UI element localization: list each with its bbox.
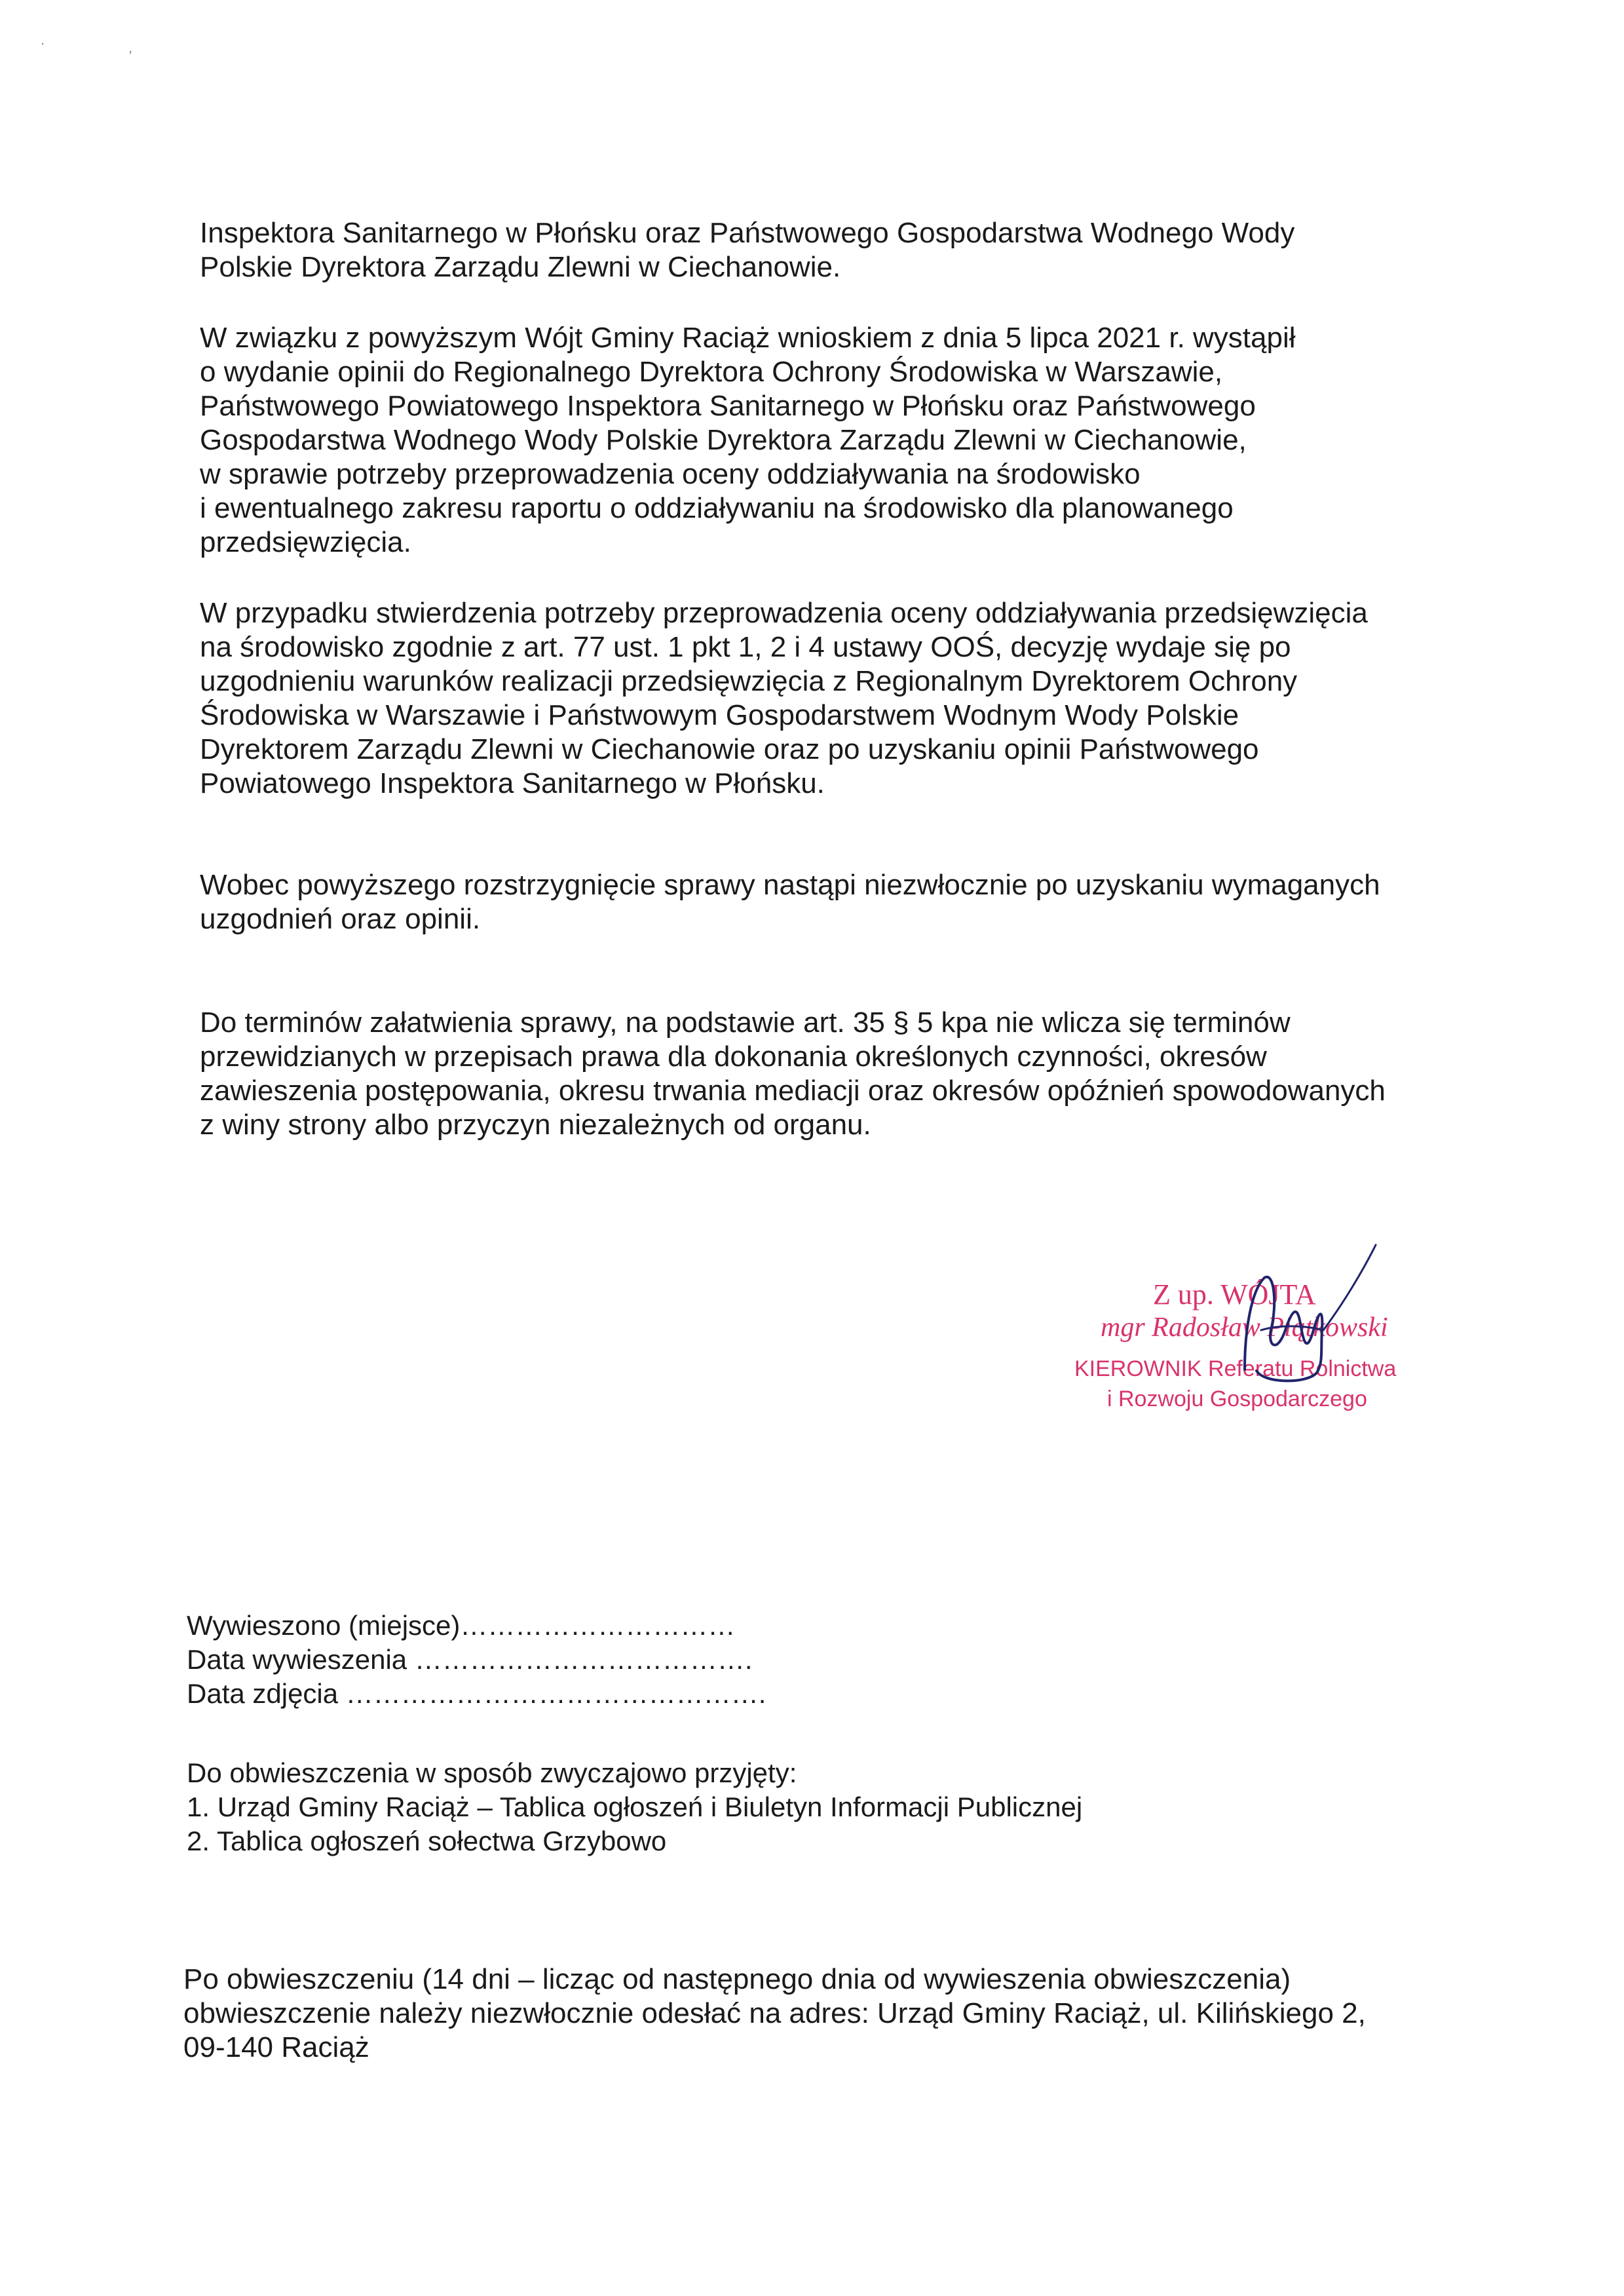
- text-line: Powiatowego Inspektora Sanitarnego w Płońsku.: [200, 767, 825, 799]
- text-line: Państwowego Powiatowego Inspektora Sanitarnego w Płońsku oraz Państwowego: [200, 390, 1256, 422]
- text-line: W przypadku stwierdzenia potrzeby przeprowadzenia oceny oddziaływania przedsięwzięcia: [200, 597, 1368, 629]
- text-line: Do terminów załatwienia sprawy, na podstawie art. 35 § 5 kpa nie wlicza się terminów: [200, 1006, 1291, 1039]
- stamp-department: i Rozwoju Gospodarczego: [1107, 1387, 1367, 1411]
- text-line: z winy strony albo przyczyn niezależnych od organu.: [200, 1109, 871, 1141]
- paragraph-assessment: [200, 596, 1435, 801]
- scan-speck: .: [41, 31, 45, 48]
- text-line: Gospodarstwa Wodnego Wody Polskie Dyrektora Zarządu Zlewni w Ciechanowie,: [200, 424, 1247, 456]
- return-instructions: [183, 1962, 1435, 2065]
- paragraph-deadlines: [200, 1006, 1435, 1142]
- text-line: w sprawie potrzeby przeprowadzenia oceny oddziaływania na środowisko: [200, 458, 1141, 490]
- text-line: 09-140 Raciąż: [183, 2031, 369, 2063]
- text-line: przewidzianych w przepisach prawa dla dokonania określonych czynności, okresów: [200, 1041, 1267, 1073]
- distribution-item: 1. Urząd Gminy Raciąż – Tablica ogłoszeń i Biuletyn Informacji Publicznej: [187, 1791, 1083, 1822]
- distribution-intro: Do obwieszczenia w sposób zwyczajowo przyjęty:: [187, 1757, 797, 1788]
- distribution-list: [187, 1756, 1431, 1858]
- text-line: Po obwieszczeniu (14 dni – licząc od następnego dnia od wywieszenia obwieszczenia): [183, 1963, 1291, 1995]
- posted-place-field: Wywieszono (miejsce)…………………………: [187, 1610, 736, 1641]
- text-line: obwieszczenie należy niezwłocznie odesłać na adres: Urząd Gminy Raciąż, ul. Kilińskiego 2,: [183, 1997, 1366, 2029]
- scan-speck: ,: [128, 39, 133, 56]
- text-line: uzgodnień oraz opinii.: [200, 903, 481, 935]
- stamp-position: KIEROWNIK Referatu Rolnictwa: [1074, 1356, 1397, 1381]
- paragraph-resolution: [200, 868, 1435, 936]
- stamp-name: mgr Radosław Piątkowski: [1101, 1312, 1388, 1343]
- text-line: Środowiska w Warszawie i Państwowym Gospodarstwem Wodnym Wody Polskie: [200, 699, 1239, 731]
- text-line: przedsięwzięcia.: [200, 526, 411, 558]
- posting-record: [187, 1609, 1431, 1711]
- text-line: Dyrektorem Zarządu Zlewni w Ciechanowie oraz po uzyskaniu opinii Państwowego: [200, 733, 1259, 765]
- distribution-item: 2. Tablica ogłoszeń sołectwa Grzybowo: [187, 1826, 667, 1856]
- posted-date-field: Data wywieszenia ……………………………….: [187, 1644, 753, 1675]
- text-line: Wobec powyższego rozstrzygnięcie sprawy nastąpi niezwłocznie po uzyskaniu wymaganych: [200, 869, 1380, 901]
- text-line: Polskie Dyrektora Zarządu Zlewni w Ciechanowie.: [200, 251, 841, 283]
- text-line: Inspektora Sanitarnego w Płońsku oraz Państwowego Gospodarstwa Wodnego Wody: [200, 217, 1295, 249]
- paragraph-continuation: [200, 216, 1435, 284]
- text-line: i ewentualnego zakresu raportu o oddziaływaniu na środowisko dla planowanego: [200, 492, 1234, 524]
- text-line: W związku z powyższym Wójt Gminy Raciąż wnioskiem z dnia 5 lipca 2021 r. wystąpił: [200, 322, 1296, 354]
- text-line: uzgodnieniu warunków realizacji przedsięwzięcia z Regionalnym Dyrektorem Ochrony: [200, 665, 1298, 697]
- text-line: zawieszenia postępowania, okresu trwania mediacji oraz okresów opóźnień spowodowanych: [200, 1075, 1386, 1107]
- stamp-authority: Z up. WÓJTA: [1153, 1278, 1316, 1311]
- text-line: o wydanie opinii do Regionalnego Dyrektora Ochrony Środowiska w Warszawie,: [200, 356, 1223, 388]
- removed-date-field: Data zdjęcia ……………………………………….: [187, 1678, 766, 1709]
- text-line: na środowisko zgodnie z art. 77 ust. 1 pkt 1, 2 i 4 ustawy OOŚ, decyzję wydaje się po: [200, 631, 1291, 663]
- paragraph-request: [200, 321, 1435, 560]
- handwritten-signature: [1048, 1232, 1494, 1442]
